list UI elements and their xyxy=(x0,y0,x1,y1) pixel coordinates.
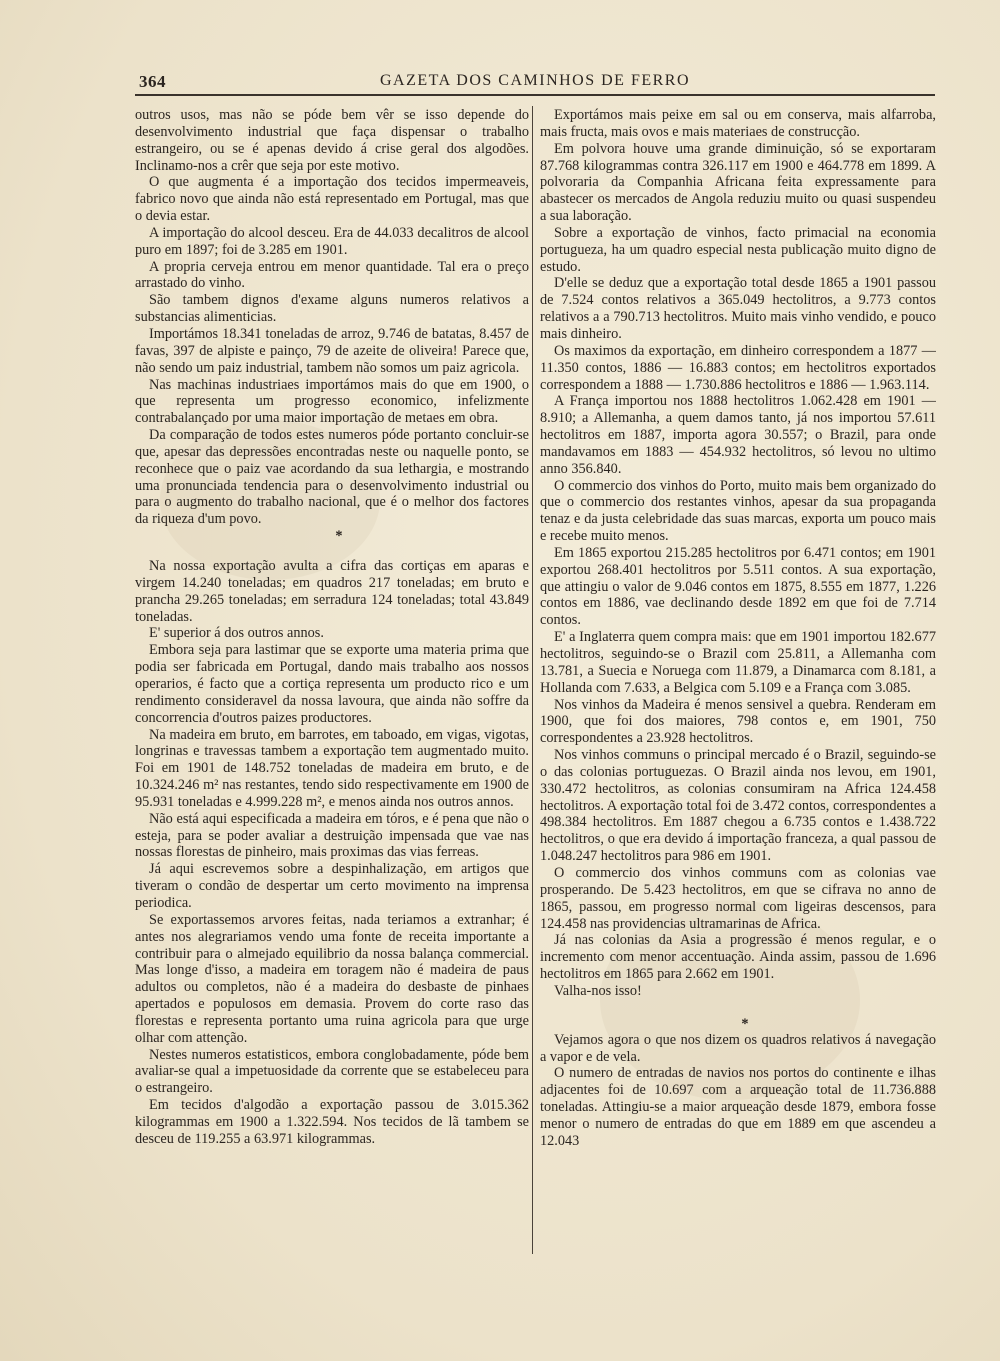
paragraph: O que augmenta é a importação dos tecidos impermeaveis, fabrico novo que ainda não está representado em Portugal, mas que o devia estar. xyxy=(135,174,529,225)
paragraph: Sobre a exportação de vinhos, facto primacial na economia portugueza, ha um quadro especial nesta publicação muito digno de estudo. xyxy=(540,224,936,275)
paragraph: O commercio dos vinhos communs com as colonias vae prosperando. De 5.423 hectolitros, em que se cifrava no anno de 1865, passou, em progresso normal com ligeiras descensos, para 124.458 nas providencias ultramarinas de Africa. xyxy=(540,864,936,932)
paragraph: O numero de entradas de navios nos portos do continente e ilhas adjacentes foi de 10.697 com a arqueação total de 11.736.888 toneladas. Attingiu-se a maior arqueação desde 1879, embora fosse menor o numero de entradas do que em 1889 em que ascendeu a 12.043 xyxy=(540,1065,936,1149)
paragraph: D'elle se deduz que a exportação total desde 1865 a 1901 passou de 7.524 contos relativos a 365.049 hectolitros, a 9.773 contos relativos a a 790.713 hectolitros. Muito mais vinho vendido, e pouco mais dinheiro. xyxy=(540,275,936,342)
paragraph: Se exportassemos arvores feitas, nada teriamos a extranhar; é antes nos alegrariamos vendo uma fonte de receita importante a contribuir para o almejado equilibrio da nossa balança commercial. Mas longe d'isso, a madeira em toragem não é madeira de paus adultos ou completos, não é a madeira do desbaste de pinhaes apertados e populosos em demasia. Provem do corte raso das florestas e representa portanto uma ruina agricola para que urge olhar com attenção. xyxy=(135,911,529,1046)
journal-title: GAZETA DOS CAMINHOS DE FERRO xyxy=(379,72,691,89)
paragraph: A importação do alcool desceu. Era de 44.033 decalitros de alcool puro em 1897; foi de 3.285 em 1901. xyxy=(135,224,529,258)
paragraph: Já aqui escrevemos sobre a despinhalização, em artigos que tiveram o condão de despertar um certo movimento na imprensa periodica. xyxy=(135,861,529,911)
paragraph: Valha-nos isso! xyxy=(554,982,642,999)
paragraph: Nos vinhos da Madeira é menos sensivel a quebra. Renderam em 1900, que foi dos maiores, 798 contos e, em 1901, 750 correspondentes a 23.928 hectolitros. xyxy=(540,696,936,747)
paragraph: Importámos 18.341 toneladas de arroz, 9.746 de batatas, 8.457 de favas, 397 de alpiste e painço, 79 de azeite de oliveira! Parece que, não sendo um paiz industrial, tambem não somos um paiz agricola. xyxy=(135,325,529,376)
paragraph: Nas machinas industriaes importámos mais do que em 1900, o que representa um progresso economico, infelizmente contrabalançado por uma maior importação de metaes em obra. xyxy=(135,376,529,427)
section-asterisk: * xyxy=(335,528,343,545)
paragraph: E' superior á dos outros annos. xyxy=(149,625,324,642)
paragraph: Vejamos agora o que nos dizem os quadros relativos á navegação a vapor e de vela. xyxy=(540,1031,936,1065)
paragraph: Nestes numeros estatisticos, embora conglobadamente, póde bem avaliar-se qual a impetuosidade da corrente que se estabeleceu para o estrangeiro. xyxy=(135,1046,529,1097)
paragraph: Na nossa exportação avulta a cifra das cortiças em aparas e virgem 14.240 toneladas; em quadros 217 toneladas; em bruto e prancha 29.265 toneladas; em serradura 124 toneladas; total 43.849 toneladas. xyxy=(135,558,529,625)
section-asterisk: * xyxy=(741,1015,749,1032)
paragraph: São tambem dignos d'exame alguns numeros relativos a substancias alimenticias. xyxy=(135,292,529,326)
paragraph: Em tecidos d'algodão a exportação passou de 3.015.362 kilogrammas em 1900 a 1.322.594. Nos tecidos de lã tambem se desceu de 119.255 a 63.971 kilogrammas. xyxy=(135,1097,529,1147)
paragraph: Na madeira em bruto, em barrotes, em taboado, em vigas, vigotas, longrinas e travessas tambem a exportação tem augmentado muito. Foi em 1901 de 148.752 toneladas de madeira em bruto, e de 10.324.246 m² nas restantes, tendo sido respectivamente em 1900 de 95.931 toneladas e 4.999.228 m², e menos ainda nos outros annos. xyxy=(135,726,529,810)
paragraph: Os maximos da exportação, em dinheiro correspondem a 1877 — 11.350 contos, 1886 — 16.883 contos; em hectolitros exportados correspondem a 1888 — 1.730.886 hectolitros e 1886 — 1.963.114. xyxy=(540,342,936,393)
paragraph: Já nas colonias da Asia a progressão é menos regular, e o incremento com menor accentuação. Ainda assim, passou de 1.696 hectolitros em 1865 para 2.662 em 1901. xyxy=(540,932,936,983)
paragraph: E' a Inglaterra quem compra mais: que em 1901 importou 182.677 hectolitros, seguindo-se o Brazil com 25.811, a Allemanha com 13.781, a Suecia e Noruega com 11.879, a Dinamarca com 8.181, a Hollanda com 7.633, a Belgica com 5.109 e a França com 3.085. xyxy=(540,629,936,696)
right-column xyxy=(540,107,936,1257)
paragraph: Exportámos mais peixe em sal ou em conserva, mais alfarroba, mais fructa, mais ovos e mais materiaes de construcção. xyxy=(540,107,936,140)
paragraph: A propria cerveja entrou em menor quantidade. Tal era o preço arrastado do vinho. xyxy=(135,258,529,292)
paragraph: Em 1865 exportou 215.285 hectolitros por 6.471 contos; em 1901 exportou 268.401 hectolitros por 5.511 contos. A sua exportação, que attingiu o valor de 9.046 contos em 1875, 8.555 em 1877, 1.226 contos em 1886, vae declinando desde 1892 em que foi de 7.714 contos. xyxy=(540,544,936,629)
left-column xyxy=(135,107,529,1257)
column-divider xyxy=(532,106,533,1254)
paragraph: Embora seja para lastimar que se exporte uma materia prima que podia ser fabricada em Portugal, dando mais trabalho aos nossos operarios, é facto que a cortiça representa um producto rico e um rendimento consideravel da nossa lavoura, que ainda não soffre da concorrencia d'outros paizes productores. xyxy=(135,642,529,726)
paragraph: Em polvora houve uma grande diminuição, só se exportaram 87.768 kilogrammas contra 326.117 em 1900 e 464.778 em 1899. A polvoraria da Companhia Africana feita expressamente para abastecer os mercados de Angola reduziu muito ou quasi suspendeu a sua laboração. xyxy=(540,140,936,225)
paragraph: Nos vinhos communs o principal mercado é o Brazil, seguindo-se o das colonias portuguezas. O Brazil ainda nos levou, em 1901, 330.472 hectolitros, as colonias consumiram na Africa 124.458 hectolitros. A exportação total foi de 3.472 contos, correspondentes a 498.384 hectolitros. Em 1887 chegou a 6.735 contos e 1.438.722 hectolitros, o que era devido á importação franceza, a qual passou de 1.048.247 hectolitros para 986 em 1901. xyxy=(540,747,936,865)
page-header xyxy=(135,68,935,96)
paragraph: Não está aqui especificada a madeira em tóros, e é pena que não o esteja, para se poder avaliar a destruição impensada que vae nas nossas florestas de pinheiro, mais proximas das vias ferreas. xyxy=(135,810,529,861)
paragraph: A França importou nos 1888 hectolitros 1.062.428 em 1901 — 8.910; a Allemanha, a quem damos tanto, já nos importou 57.611 hectolitros em 1887, importa agora 30.557; o Brazil, para onde mandavamos em 1883 — 454.932 hectolitros, só levou no ultimo anno 356.840. xyxy=(540,393,936,477)
paragraph: outros usos, mas não se póde bem vêr se isso depende do desenvolvimento industrial que faça dispensar o trabalho estrangeiro, ou se é apenas devido á crise geral dos algodões. Inclinamo-nos a crêr que seja por este motivo. xyxy=(135,107,529,174)
page-number: 364 xyxy=(139,72,166,91)
paragraph: O commercio dos vinhos do Porto, muito mais bem organizado do que o commercio dos restantes vinhos, apesar da sua propaganda tenaz e da justa celebridade das suas marcas, exporta um pouco mais e recebe muito menos. xyxy=(540,477,936,545)
paragraph: Da comparação de todos estes numeros póde portanto concluir-se que, apesar das depressões encontradas neste ou naquelle ponto, se reconhece que o paiz vae acordando da sua lethargia, e mostrando uma pronunciada tendencia para o desenvolvimento industrial ou para o augmento do trabalho nacional, que é o melhor dos factores da riqueza d'um povo. xyxy=(135,427,529,528)
